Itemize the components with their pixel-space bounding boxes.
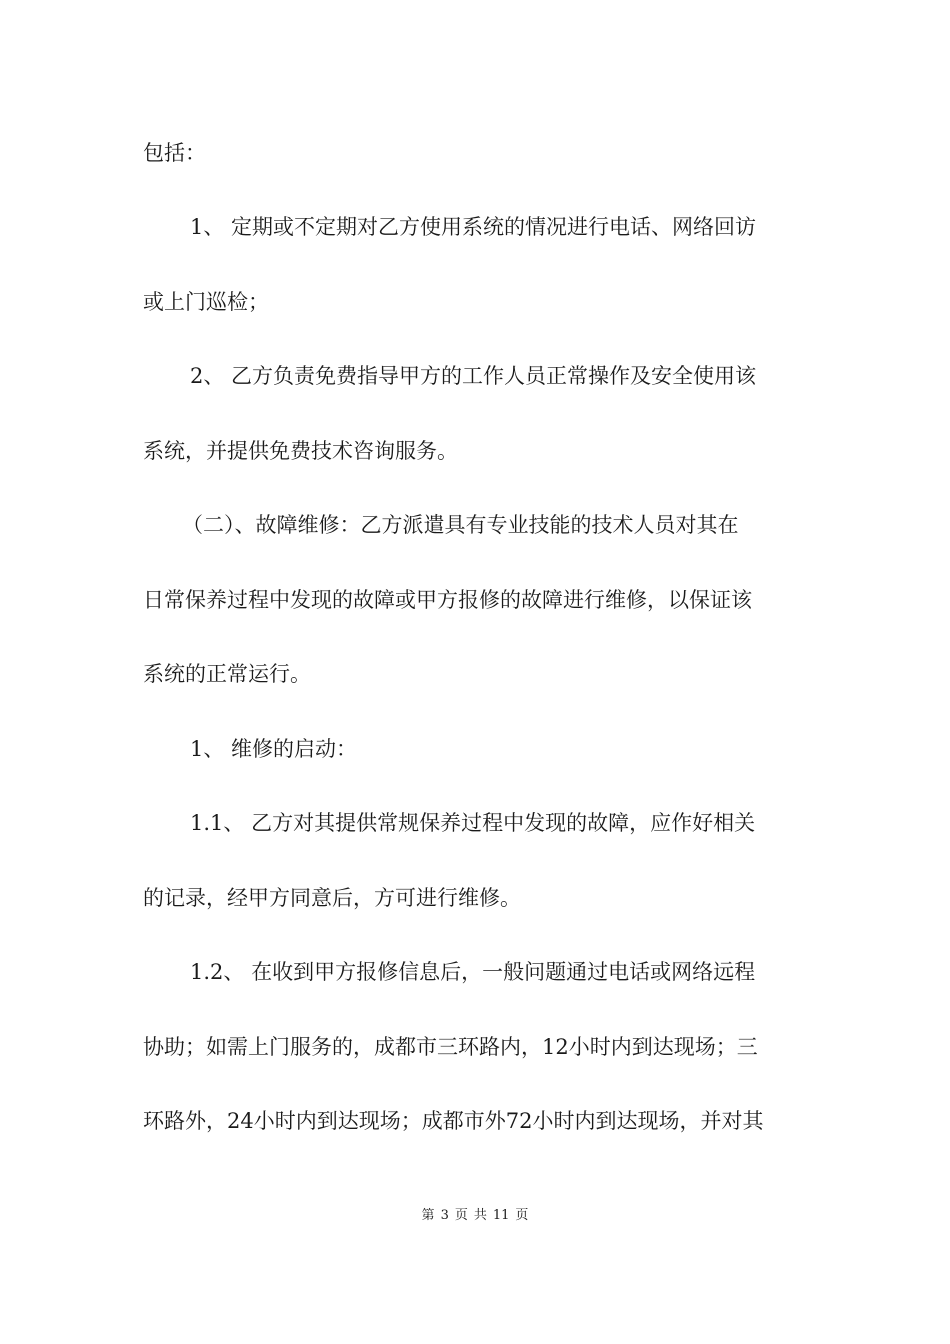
text-line-14: 环路外，24小时内到达现场；成都市外72小时内到达现场，并对其 xyxy=(143,1109,764,1133)
text-line-9: 1、 维修的启动： xyxy=(190,737,358,761)
text-line-7: 日常保养过程中发现的故障或甲方报修的故障进行维修，以保证该 xyxy=(143,588,752,612)
text-line-5: 系统，并提供免费技术咨询服务。 xyxy=(143,439,458,463)
text-line-3: 或上门巡检； xyxy=(143,290,269,314)
text-line-6: （二）、故障维修：乙方派遣具有专业技能的技术人员对其在 xyxy=(182,513,739,537)
text-line-8: 系统的正常运行。 xyxy=(143,662,311,686)
footer-prefix: 第 xyxy=(421,1208,435,1223)
footer-current-page: 3 xyxy=(440,1208,449,1223)
text-line-4: 2、 乙方负责免费指导甲方的工作人员正常操作及安全使用该 xyxy=(190,364,757,388)
text-line-13: 协助；如需上门服务的，成都市三环路内，12小时内到达现场；三 xyxy=(143,1035,758,1059)
page-footer xyxy=(0,1206,950,1226)
footer-page-label: 页 xyxy=(454,1208,468,1223)
text-line-10: 1.1、 乙方对其提供常规保养过程中发现的故障，应作好相关 xyxy=(190,811,756,835)
footer-suffix: 页 xyxy=(515,1208,529,1223)
text-line-1: 包括： xyxy=(143,141,206,165)
footer-total-prefix: 共 xyxy=(473,1208,487,1223)
text-line-12: 1.2、 在收到甲方报修信息后，一般问题通过电话或网络远程 xyxy=(190,960,756,984)
text-line-11: 的记录，经甲方同意后，方可进行维修。 xyxy=(143,886,521,910)
footer-total-pages: 11 xyxy=(492,1208,510,1223)
text-line-2: 1、 定期或不定期对乙方使用系统的情况进行电话、网络回访 xyxy=(190,215,757,239)
